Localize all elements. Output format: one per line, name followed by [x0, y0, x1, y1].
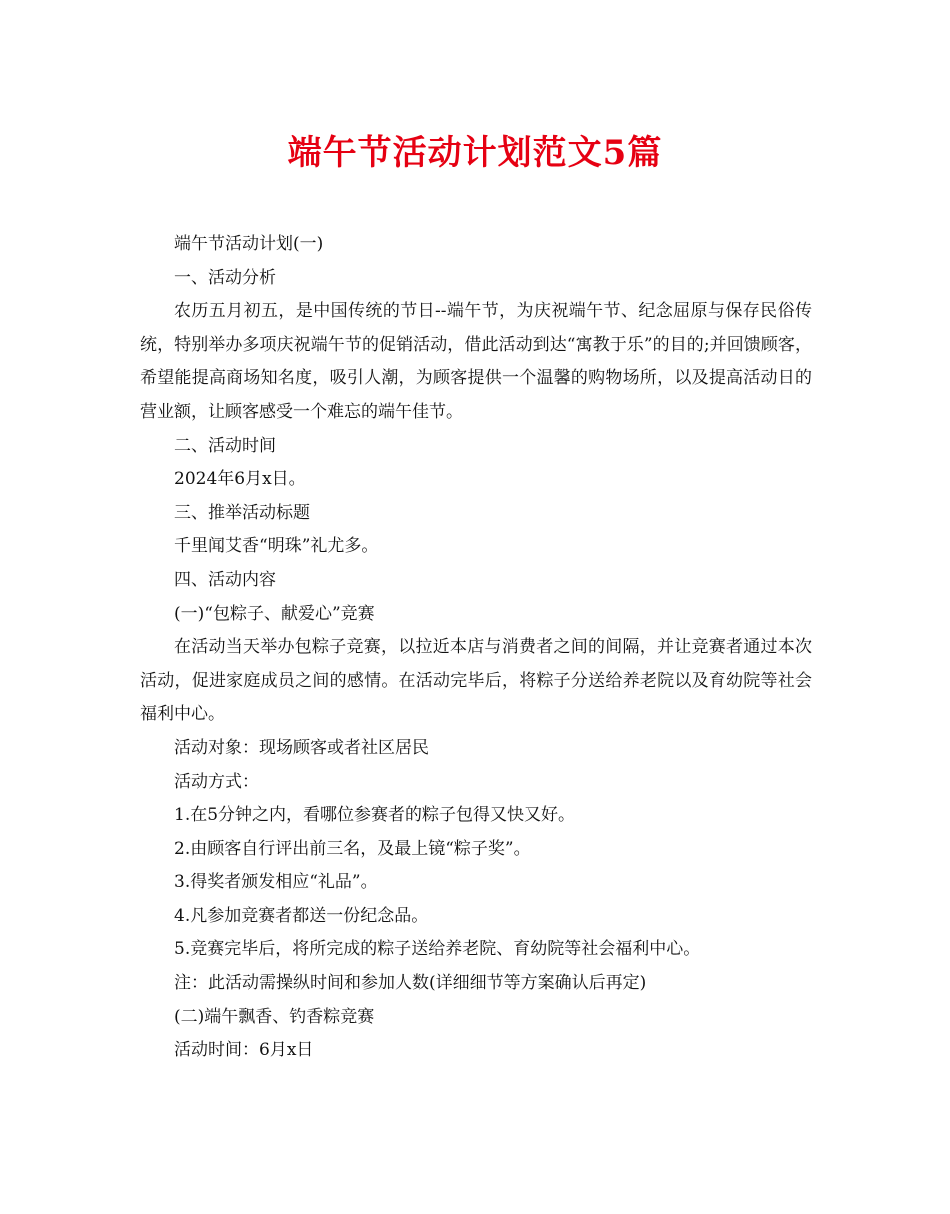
paragraph-slogan: 千里闻艾香“明珠”礼尤多。: [174, 536, 379, 557]
paragraph-subsection-2: (二)端午飘香、钓香粽竞赛: [174, 1006, 375, 1027]
paragraph-date: 2024年6月x日。: [174, 469, 306, 490]
document-body: [140, 228, 812, 1068]
list-item: 1.在5分钟之内，看哪位参赛者的粽子包得又快又好。: [174, 805, 576, 826]
list-item: 4.凡参加竞赛者都送一份纪念品。: [174, 905, 429, 926]
paragraph-section-3: 三、推举活动标题: [174, 502, 310, 523]
paragraph-plan-heading: 端午节活动计划(一): [174, 234, 324, 254]
paragraph-section-2: 二、活动时间: [174, 435, 276, 456]
document-title: 端午节活动计划范文5篇: [287, 133, 663, 173]
paragraph-activity-time: 活动时间：6月x日: [174, 1040, 314, 1061]
list-item: 2.由顾客自行评出前三名，及最上镜“粽子奖”。: [174, 838, 531, 859]
paragraph-subsection-1: (一)“包粽子、献爱心”竞赛: [174, 603, 375, 624]
paragraph-method-label: 活动方式：: [174, 771, 259, 792]
list-item: 3.得奖者颁发相应“礼品”。: [174, 872, 378, 893]
paragraph-analysis: 农历五月初五，是中国传统的节日--端午节，为庆祝端午节、纪念屈原与保存民俗传统，特别举办多项庆祝端午节的促销活动，借此活动到达“寓教于乐”的目的;并回馈顾客，希望能提高商场知名度，吸引人潮，为顾客提供一个温馨的购物场所，以及提高活动日的营业额，让顾客感受一个难忘的端午佳节。: [140, 301, 812, 422]
paragraph-audience: 活动对象：现场顾客或者社区居民: [174, 737, 429, 758]
paragraph-note: 注：此活动需操纵时间和参加人数(详细细节等方案确认后再定): [174, 973, 647, 994]
paragraph-contest-desc: 在活动当天举办包粽子竞赛，以拉近本店与消费者之间的间隔，并让竞赛者通过本次活动，促进家庭成员之间的感情。在活动完毕后，将粽子分送给养老院以及育幼院等社会福利中心。: [140, 637, 812, 725]
list-item: 5.竞赛完毕后，将所完成的粽子送给养老院、育幼院等社会福利中心。: [174, 939, 701, 960]
paragraph-section-4: 四、活动内容: [174, 569, 276, 590]
paragraph-section-1: 一、活动分析: [174, 267, 276, 288]
